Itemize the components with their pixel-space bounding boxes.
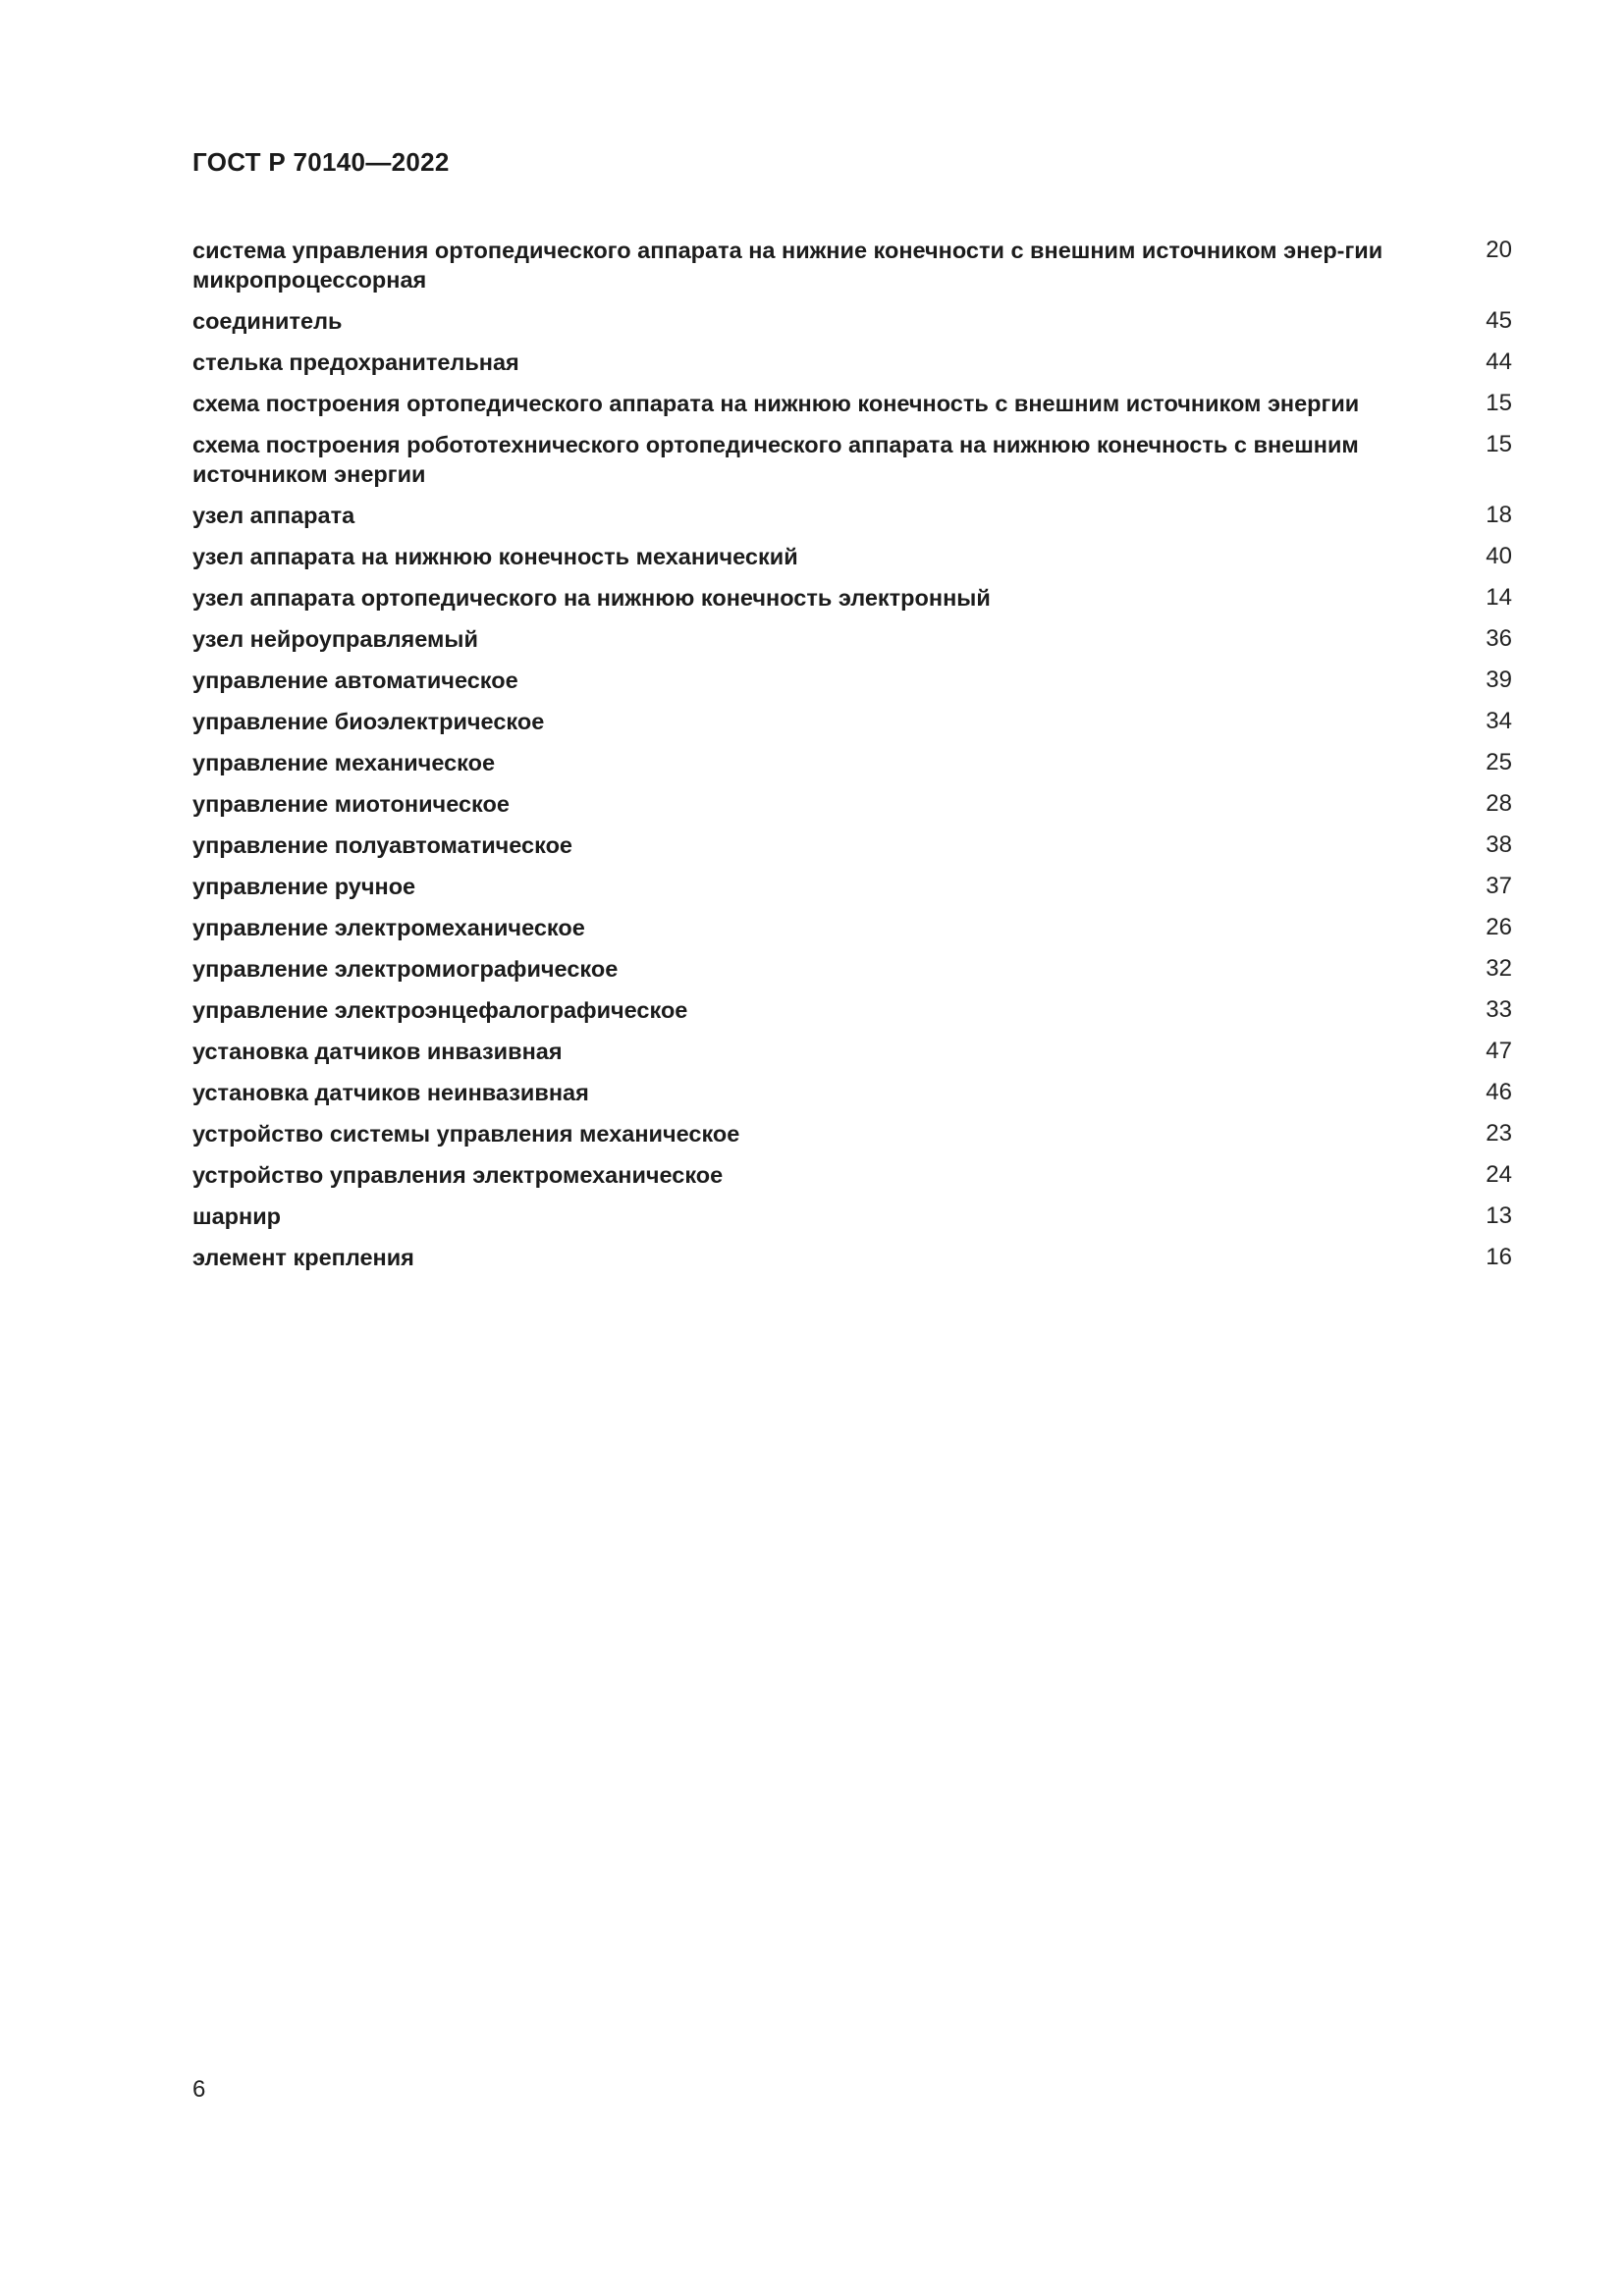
index-entry [192,306,1512,336]
index-entry [192,707,1512,736]
index-entry [192,1201,1512,1231]
index-page-ref: 18 [1486,502,1512,528]
index-page-ref: 24 [1486,1161,1512,1188]
index-term: управление механическое [192,750,496,775]
index-entry [192,430,1512,489]
index-term: устройство управления электромеханическое [192,1162,724,1188]
index-term: управление миотоническое [192,791,510,817]
index-term: управление биоэлектрическое [192,709,545,734]
index-term: узел нейроуправляемый [192,626,478,652]
index-entry [192,995,1512,1025]
index-page-ref: 46 [1486,1079,1512,1105]
index-entry [192,789,1512,819]
index-term: узел аппарата на нижнюю конечность механический [192,544,798,569]
index-term: управление электромиографическое [192,956,619,982]
index-term: управление ручное [192,874,416,899]
index-page-ref: 34 [1486,708,1512,734]
index-term: управление электроэнцефалографическое [192,997,688,1023]
index-page-ref: 15 [1486,431,1512,457]
index-term: система управления ортопедического аппарата на нижние конечности с внешним источником энер-гии микропроцессорная [192,238,1383,293]
index-page-ref: 16 [1486,1244,1512,1270]
index-page-ref: 38 [1486,831,1512,858]
page-number: 6 [192,2076,206,2103]
index-term: стелька предохранительная [192,349,519,375]
index-term: шарнир [192,1203,282,1229]
index-term: управление полуавтоматическое [192,832,572,858]
index-entry [192,389,1512,418]
index-page-ref: 44 [1486,348,1512,375]
index-page-ref: 37 [1486,873,1512,899]
index-entry [192,1037,1512,1066]
index-term: управление автоматическое [192,667,518,693]
index-page-ref: 28 [1486,790,1512,817]
index-entry [192,1078,1512,1107]
index-page-ref: 25 [1486,749,1512,775]
index-page-ref: 33 [1486,996,1512,1023]
index-entry [192,347,1512,377]
index-page-ref: 36 [1486,625,1512,652]
index-term: элемент крепления [192,1245,414,1270]
index-page-ref: 23 [1486,1120,1512,1147]
index-entry [192,501,1512,530]
alphabetical-index-list [192,236,1512,1284]
index-term: управление электромеханическое [192,915,585,940]
index-term: установка датчиков инвазивная [192,1039,563,1064]
index-entry [192,830,1512,860]
index-entry [192,666,1512,695]
document-header: ГОСТ Р 70140—2022 [192,147,450,177]
index-entry [192,1160,1512,1190]
index-term: схема построения ортопедического аппарата на нижнюю конечность с внешним источником энергии [192,391,1360,416]
index-term: схема построения робототехнического ортопедического аппарата на нижнюю конечность с внешним источником энергии [192,432,1359,487]
index-page-ref: 32 [1486,955,1512,982]
index-entry [192,913,1512,942]
index-page-ref: 20 [1486,237,1512,263]
index-entry [192,1119,1512,1148]
index-entry [192,1243,1512,1272]
index-page-ref: 47 [1486,1038,1512,1064]
index-page-ref: 13 [1486,1202,1512,1229]
index-page-ref: 26 [1486,914,1512,940]
index-entry [192,872,1512,901]
index-page-ref: 45 [1486,307,1512,334]
index-entry [192,748,1512,777]
index-page-ref: 14 [1486,584,1512,611]
index-page-ref: 39 [1486,667,1512,693]
index-term: соединитель [192,308,343,334]
index-entry [192,624,1512,654]
index-entry [192,583,1512,613]
index-entry [192,236,1512,294]
index-page-ref: 15 [1486,390,1512,416]
index-entry [192,954,1512,984]
index-page-ref: 40 [1486,543,1512,569]
index-term: узел аппарата ортопедического на нижнюю конечность электронный [192,585,991,611]
index-term: устройство системы управления механическое [192,1121,740,1147]
index-term: установка датчиков неинвазивная [192,1080,589,1105]
index-entry [192,542,1512,571]
index-term: узел аппарата [192,503,355,528]
